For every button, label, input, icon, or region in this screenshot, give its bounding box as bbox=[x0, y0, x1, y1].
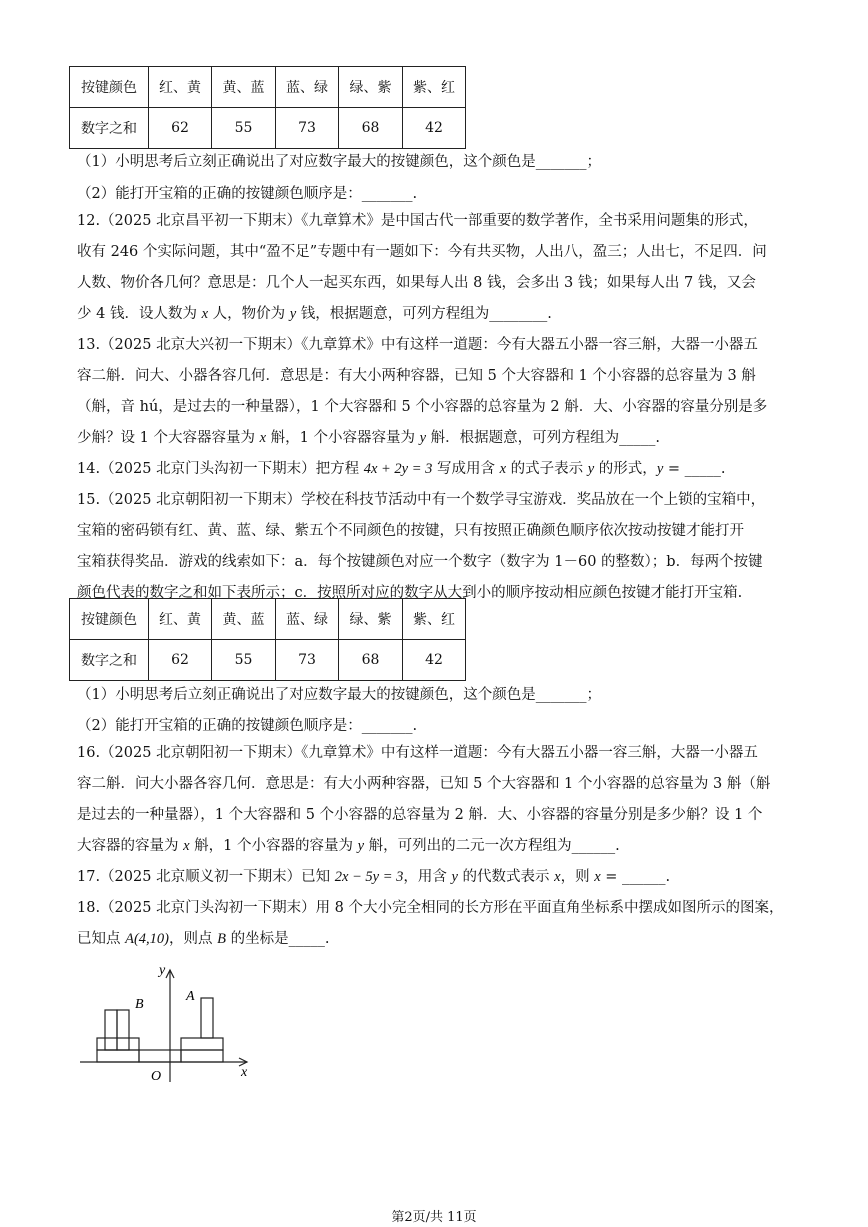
point-a-label: A bbox=[186, 989, 195, 1004]
text: = ______. bbox=[600, 869, 671, 885]
table-cell: 73 bbox=[276, 640, 339, 681]
problem-12-line: 人数、物价各几何？意思是：几个人一起买东西，如果每人出 8 钱，会多出 3 钱；如果每人出 7 钱，又会 bbox=[77, 275, 756, 291]
table-row bbox=[70, 108, 466, 149]
problem-15-line: 颜色代表的数字之和如下表所示；c．按照所对应的数字从大到小的顺序按动相应颜色按键才能打开宝箱. bbox=[77, 585, 743, 601]
variable: x bbox=[259, 430, 266, 446]
problem-13-line: （斛，音 hú，是过去的一种量器），1 个大容器和 5 个小容器的总容量为 2 斛．大、小容器的容量分别是多 bbox=[77, 399, 768, 415]
text: ，则点 bbox=[169, 931, 218, 947]
page-footer: 第2页/共 11页 bbox=[391, 1210, 477, 1225]
table-cell: 蓝、绿 bbox=[276, 67, 339, 108]
text: 17.（2025 北京顺义初一下期末）已知 bbox=[77, 869, 335, 885]
key-sum-table-1 bbox=[69, 66, 466, 149]
variable: x bbox=[499, 461, 507, 477]
question-line: （2）能打开宝箱的正确的按键颜色顺序是：_______. bbox=[77, 186, 418, 202]
text: 少 4 钱．设人数为 bbox=[77, 306, 202, 322]
problem-13-line bbox=[77, 427, 660, 449]
table-cell: 55 bbox=[212, 640, 276, 681]
problem-18-line bbox=[77, 928, 329, 950]
text: = _____. bbox=[663, 461, 726, 477]
table-cell: 62 bbox=[149, 640, 212, 681]
text: 的代数式表示 bbox=[457, 869, 555, 885]
x-axis-label: x bbox=[241, 1065, 248, 1080]
problem-14-line bbox=[77, 458, 725, 480]
variable: y bbox=[587, 461, 595, 477]
table-cell: 红、黄 bbox=[149, 67, 212, 108]
key-sum-table-2 bbox=[69, 598, 466, 681]
text: 的坐标是_____. bbox=[225, 931, 330, 947]
text: 钱，根据题意，可列方程组为________. bbox=[296, 306, 552, 322]
table-cell: 绿、紫 bbox=[339, 599, 403, 640]
point-a: A(4,10) bbox=[125, 931, 169, 947]
variable: x bbox=[594, 869, 601, 885]
equation: 2x − 5y = 3 bbox=[334, 869, 404, 885]
problem-16-line: 是过去的一种量器），1 个大容器和 5 个小容器的总容量为 2 斛．大、小容器的容量分别是多少斛？设 1 个 bbox=[77, 807, 763, 823]
table-cell: 55 bbox=[212, 108, 276, 149]
problem-12-line bbox=[77, 303, 552, 325]
table-cell: 紫、红 bbox=[403, 67, 466, 108]
equation: 4x + 2y = 3 bbox=[363, 461, 433, 477]
text: 少斛？设 1 个大容器容量为 bbox=[77, 430, 260, 446]
variable: y bbox=[289, 306, 297, 322]
text: 的式子表示 bbox=[506, 461, 588, 477]
table-cell: 68 bbox=[339, 640, 403, 681]
text: 已知点 bbox=[77, 931, 126, 947]
table-cell: 黄、蓝 bbox=[212, 67, 276, 108]
point-b-label: B bbox=[135, 997, 144, 1012]
table-cell: 62 bbox=[149, 108, 212, 149]
problem-13-line: 容二斛．问大、小器各容几何．意思是：有大小两种容器，已知 5 个大容器和 1 个小容器的总容量为 3 斛 bbox=[77, 368, 756, 384]
question-line: （1）小明思考后立刻正确说出了对应数字最大的按键颜色，这个颜色是_______； bbox=[77, 154, 601, 170]
problem-12-line: 12.（2025 北京昌平初一下期末）《九章算术》是中国古代一部重要的数学著作，全书采用问题集的形式， bbox=[77, 213, 758, 229]
origin-label: O bbox=[151, 1069, 162, 1084]
table-cell: 按键颜色 bbox=[70, 67, 149, 108]
rectangle bbox=[201, 998, 213, 1038]
rectangle bbox=[105, 1010, 117, 1050]
problem-13-line: 13.（2025 北京大兴初一下期末）《九章算术》中有这样一道题：今有大器五小器一容三斛，大器一小器五 bbox=[77, 337, 758, 353]
text: 斛，可列出的二元一次方程组为______. bbox=[364, 838, 620, 854]
rectangle bbox=[117, 1010, 129, 1050]
variable: B bbox=[217, 931, 226, 947]
table-cell: 黄、蓝 bbox=[212, 599, 276, 640]
rectangle bbox=[181, 1038, 223, 1050]
rectangle bbox=[97, 1038, 139, 1050]
text: 斛，1 个小容器的容量为 bbox=[189, 838, 358, 854]
table-cell: 42 bbox=[403, 640, 466, 681]
problem-15-line: 15.（2025 北京朝阳初一下期末）学校在科技节活动中有一个数学寻宝游戏．奖品放在一个上锁的宝箱中， bbox=[77, 492, 766, 508]
problem-15-line: 宝箱获得奖品．游戏的线索如下：a．每个按键颜色对应一个数字（数字为 1－60 的整数）；b．每两个按键 bbox=[77, 554, 763, 570]
variable: x bbox=[554, 869, 561, 885]
problem-15-line: 宝箱的密码锁有红、黄、蓝、绿、紫五个不同颜色的按键，只有按照正确颜色顺序依次按动按键才能打开 bbox=[77, 523, 744, 539]
text: 的形式， bbox=[594, 461, 657, 477]
coordinate-figure bbox=[75, 960, 265, 1090]
table-cell: 红、黄 bbox=[149, 599, 212, 640]
table-cell: 数字之和 bbox=[70, 640, 149, 681]
rectangle bbox=[97, 1050, 139, 1062]
problem-12-line: 收有 246 个实际问题，其中“盈不足”专题中有一题如下：今有共买物，人出八，盈三；人出七，不足四．问 bbox=[77, 244, 767, 260]
variable: y bbox=[419, 430, 426, 446]
problem-16-line: 16.（2025 北京朝阳初一下期末）《九章算术》中有这样一道题：今有大器五小器一容三斛，大器一小器五 bbox=[77, 745, 758, 761]
question-line: （1）小明思考后立刻正确说出了对应数字最大的按键颜色，这个颜色是_______； bbox=[77, 687, 601, 703]
table-row bbox=[70, 640, 466, 681]
y-axis-label: y bbox=[159, 963, 166, 978]
text: 大容器的容量为 bbox=[77, 838, 184, 854]
table-cell: 蓝、绿 bbox=[276, 599, 339, 640]
rectangle bbox=[139, 1050, 181, 1062]
problem-16-line bbox=[77, 835, 620, 857]
text: 斛，1 个小容器容量为 bbox=[266, 430, 420, 446]
text: 14.（2025 北京门头沟初一下期末）把方程 bbox=[77, 461, 364, 477]
variable: y bbox=[357, 838, 365, 854]
text: 斛．根据题意，可列方程组为_____. bbox=[426, 430, 660, 446]
variable: y bbox=[656, 461, 664, 477]
table-row bbox=[70, 599, 466, 640]
table-cell: 73 bbox=[276, 108, 339, 149]
text: ，则 bbox=[560, 869, 595, 885]
table-cell: 数字之和 bbox=[70, 108, 149, 149]
text: ，用含 bbox=[403, 869, 452, 885]
rectangle bbox=[181, 1050, 223, 1062]
table-cell: 42 bbox=[403, 108, 466, 149]
question-line: （2）能打开宝箱的正确的按键颜色顺序是：_______. bbox=[77, 718, 418, 734]
text: 写成用含 bbox=[432, 461, 500, 477]
variable: x bbox=[183, 838, 190, 854]
problem-17-line bbox=[77, 866, 670, 888]
table-cell: 按键颜色 bbox=[70, 599, 149, 640]
text: 人，物价为 bbox=[208, 306, 290, 322]
table-cell: 绿、紫 bbox=[339, 67, 403, 108]
table-cell: 68 bbox=[339, 108, 403, 149]
problem-16-line: 容二斛．问大小器各容几何．意思是：有大小两种容器，已知 5 个大容器和 1 个小容器的总容量为 3 斛（斛 bbox=[77, 776, 771, 792]
variable: x bbox=[201, 306, 208, 322]
table-cell: 紫、红 bbox=[403, 599, 466, 640]
table-row bbox=[70, 67, 466, 108]
variable: y bbox=[451, 869, 458, 885]
problem-18-line: 18.（2025 北京门头沟初一下期末）用 8 个大小完全相同的长方形在平面直角坐标系中摆成如图所示的图案， bbox=[77, 900, 784, 916]
